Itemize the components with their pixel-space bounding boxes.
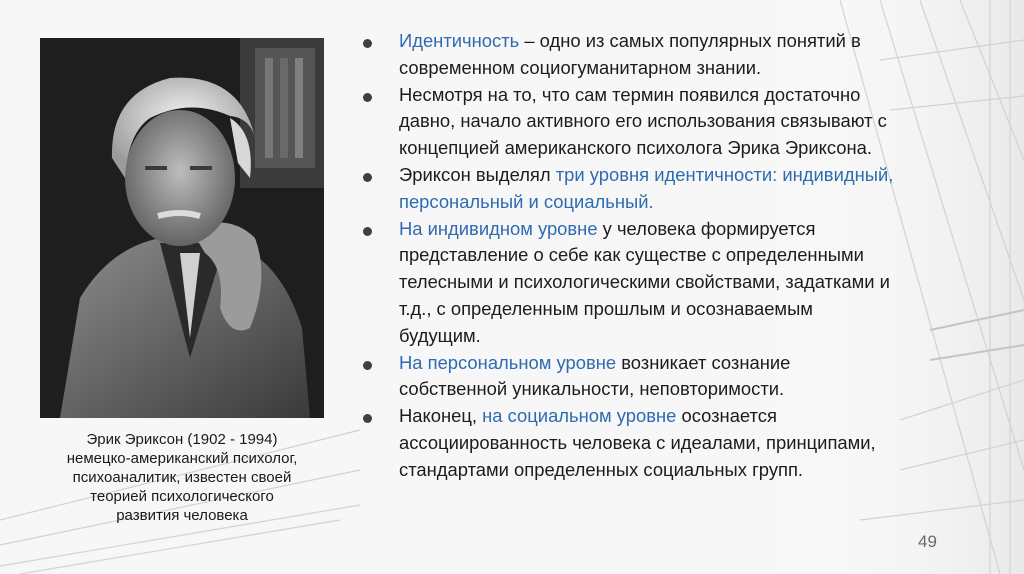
photo-caption xyxy=(40,430,324,525)
bullet-line xyxy=(399,135,982,162)
caption-line: немецко-американский психолог, xyxy=(66,450,298,467)
bullet-dot-icon xyxy=(363,93,372,102)
caption-line: развития человека xyxy=(116,507,248,524)
bullet-item xyxy=(362,82,982,162)
bullet-text: стандартами определенных социальных групп. xyxy=(399,458,804,480)
bullet-text: у человека формируется xyxy=(597,217,816,239)
highlighted-term: персональный и социальный. xyxy=(399,190,654,212)
bullet-dot-icon xyxy=(363,39,372,48)
bullet-line xyxy=(399,430,982,457)
highlighted-term: на социальном уровне xyxy=(482,405,677,427)
bullet-text: концепцией американского психолога Эрика Эриксона. xyxy=(399,137,872,159)
bullet-text: возникает сознание xyxy=(616,351,791,373)
bullet-line xyxy=(399,376,982,403)
bullet-item xyxy=(362,162,982,216)
bullet-line xyxy=(399,403,982,430)
bullet-line xyxy=(399,108,982,135)
bullet-line xyxy=(399,457,982,484)
bullet-text: современном социогуманитарном знании. xyxy=(399,56,762,78)
bullet-item xyxy=(362,28,982,82)
bullet-text: Наконец, xyxy=(399,405,483,427)
highlighted-term: На индивидном уровне xyxy=(399,217,598,239)
bullet-line xyxy=(399,162,982,189)
portrait-photo xyxy=(40,38,324,418)
bullet-text: т.д., с определенным прошлым и осознаваемым xyxy=(399,297,813,319)
bullet-text: осознается xyxy=(676,405,777,427)
caption-line: психоаналитик, известен своей xyxy=(72,469,292,486)
bullet-text: телесными и психологическими свойствами, задатками и xyxy=(399,271,890,293)
bullet-text: Эриксон выделял xyxy=(399,163,556,185)
bullet-line xyxy=(399,216,982,243)
bullet-dot-icon xyxy=(363,361,372,370)
caption-line: теорией психологического xyxy=(90,488,274,505)
bullet-text: давно, начало активного его использования связывают с xyxy=(399,110,887,132)
bullet-text: – одно из самых популярных понятий в xyxy=(519,30,861,51)
bullet-item xyxy=(362,216,982,350)
bullet-line xyxy=(399,350,982,377)
bullet-text: будущим. xyxy=(399,324,481,346)
bullet-dot-icon xyxy=(363,173,372,182)
highlighted-term: Идентичность xyxy=(399,30,520,51)
bullet-line xyxy=(399,296,982,323)
bullet-line xyxy=(399,189,982,216)
bullet-text: представление о себе как существе с определенными xyxy=(399,244,864,266)
bullet-dot-icon xyxy=(363,414,372,423)
bullet-item xyxy=(362,350,982,404)
bullet-line xyxy=(399,28,982,55)
bullet-line xyxy=(399,82,982,109)
bullet-dot-icon xyxy=(363,227,372,236)
highlighted-term: На персональном уровне xyxy=(399,351,617,373)
bullet-line xyxy=(399,55,982,82)
bullet-line xyxy=(399,269,982,296)
bullet-line xyxy=(399,323,982,350)
portrait-image xyxy=(40,38,324,418)
bullet-item xyxy=(362,403,982,483)
bullet-text: ассоциированность человека с идеалами, принципами, xyxy=(399,431,876,453)
bullet-line xyxy=(399,242,982,269)
page-number: 49 xyxy=(918,532,937,551)
bullet-text: собственной уникальности, неповторимости. xyxy=(399,378,785,400)
bullet-text: Несмотря на то, что сам термин появился достаточно xyxy=(399,83,861,105)
caption-line: Эрик Эриксон (1902 - 1994) xyxy=(86,431,278,448)
bullet-list xyxy=(362,28,982,484)
highlighted-term: три уровня идентичности: индивидный, xyxy=(555,163,894,185)
